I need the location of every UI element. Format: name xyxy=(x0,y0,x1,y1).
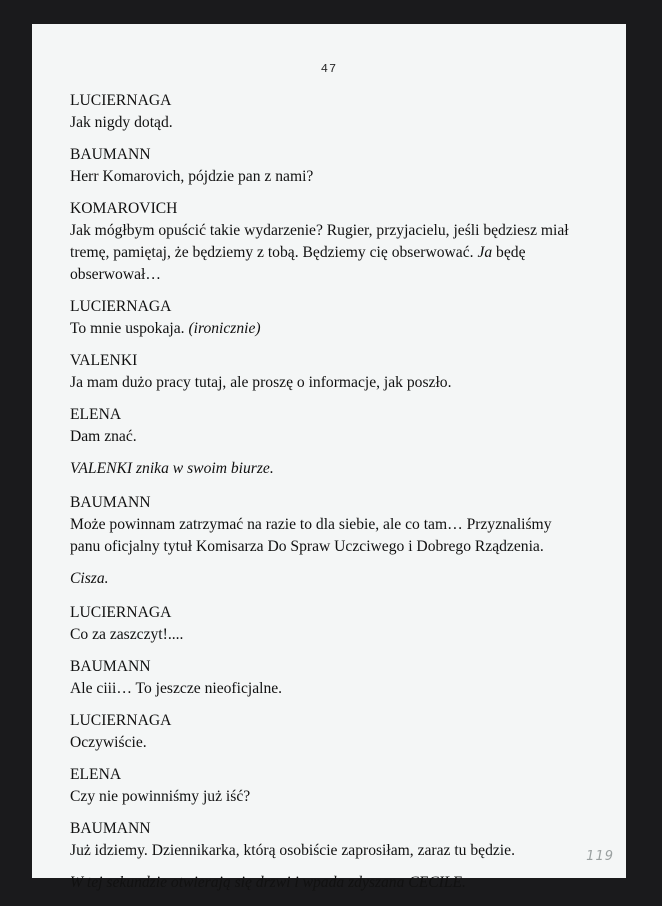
dialogue-line: Jak mógłbym opuścić takie wydarzenie? Rugier, przyjacielu, jeśli będziesz miał xyxy=(70,222,569,239)
dialogue-text: To mnie uspokaja. xyxy=(70,320,185,337)
dialogue-line: Czy nie powinniśmy już iść? xyxy=(70,788,251,805)
dialogue-line: panu oficjalny tytuł Komisarza Do Spraw Uczciwego i Dobrego Rządzenia. xyxy=(70,538,544,555)
speaker-name: BAUMANN xyxy=(70,146,151,163)
dialogue-block xyxy=(70,602,590,646)
dialogue-block xyxy=(70,198,590,286)
dialogue-line: Może powinnam zatrzymać na razie to dla siebie, ale co tam… Przyznaliśmy xyxy=(70,516,552,533)
speaker-name: LUCIERNAGA xyxy=(70,92,172,109)
dialogue-line xyxy=(70,318,590,340)
handwritten-page-mark: 119 xyxy=(586,849,614,864)
stage-direction: Cisza. xyxy=(70,570,109,587)
speaker-name: LUCIERNAGA xyxy=(70,604,172,621)
dialogue-line: Herr Komarovich, pójdzie pan z nami? xyxy=(70,168,314,185)
speaker-name: BAUMANN xyxy=(70,658,151,675)
speaker-name: KOMAROVICH xyxy=(70,200,178,217)
speaker-name: ELENA xyxy=(70,406,122,423)
dialogue-line: Oczywiście. xyxy=(70,734,147,751)
speaker-name: LUCIERNAGA xyxy=(70,298,172,315)
dialogue-block xyxy=(70,296,590,340)
script-page xyxy=(32,24,626,891)
dialogue-block xyxy=(70,90,590,134)
speaker-name: VALENKI xyxy=(70,352,138,369)
dialogue-block xyxy=(70,710,590,754)
dialogue-line: Dam znać. xyxy=(70,428,137,445)
page-number: 47 xyxy=(320,62,338,76)
dialogue-block xyxy=(70,656,590,700)
dialogue-line: Ale ciii… To jeszcze nieoficjalne. xyxy=(70,680,283,697)
script-body xyxy=(70,90,590,906)
dialogue-line xyxy=(70,242,590,264)
dialogue-block xyxy=(70,492,590,558)
dialogue-line: Ja mam dużo pracy tutaj, ale proszę o informacje, jak poszło. xyxy=(70,374,452,391)
dialogue-block xyxy=(70,764,590,808)
speaker-name: BAUMANN xyxy=(70,494,151,511)
dialogue-block xyxy=(70,350,590,394)
speaker-name: BAUMANN xyxy=(70,820,151,837)
dialogue-line: Już idziemy. Dziennikarka, którą osobiście zaprosiłam, zaraz tu będzie. xyxy=(70,842,515,859)
dialogue-text: tremę, pamiętaj, że będziemy z tobą. Będziemy cię obserwować. xyxy=(70,244,474,261)
dialogue-block xyxy=(70,404,590,448)
dialogue-text: będę xyxy=(492,244,526,261)
stage-direction: W tej sekundzie otwierają się drzwi i wpada zdyszana CECILE. xyxy=(70,874,466,891)
dialogue-block xyxy=(70,144,590,188)
emphasis-text: Ja xyxy=(477,244,493,261)
dialogue-line: obserwował… xyxy=(70,266,161,283)
parenthetical: (ironicznie) xyxy=(184,320,261,337)
dialogue-block xyxy=(70,818,590,862)
dialogue-line: Co za zaszczyt!.... xyxy=(70,626,184,643)
speaker-name: LUCIERNAGA xyxy=(70,712,172,729)
dialogue-line: Jak nigdy dotąd. xyxy=(70,114,173,131)
stage-direction: VALENKI znika w swoim biurze. xyxy=(70,460,274,477)
speaker-name: ELENA xyxy=(70,766,122,783)
